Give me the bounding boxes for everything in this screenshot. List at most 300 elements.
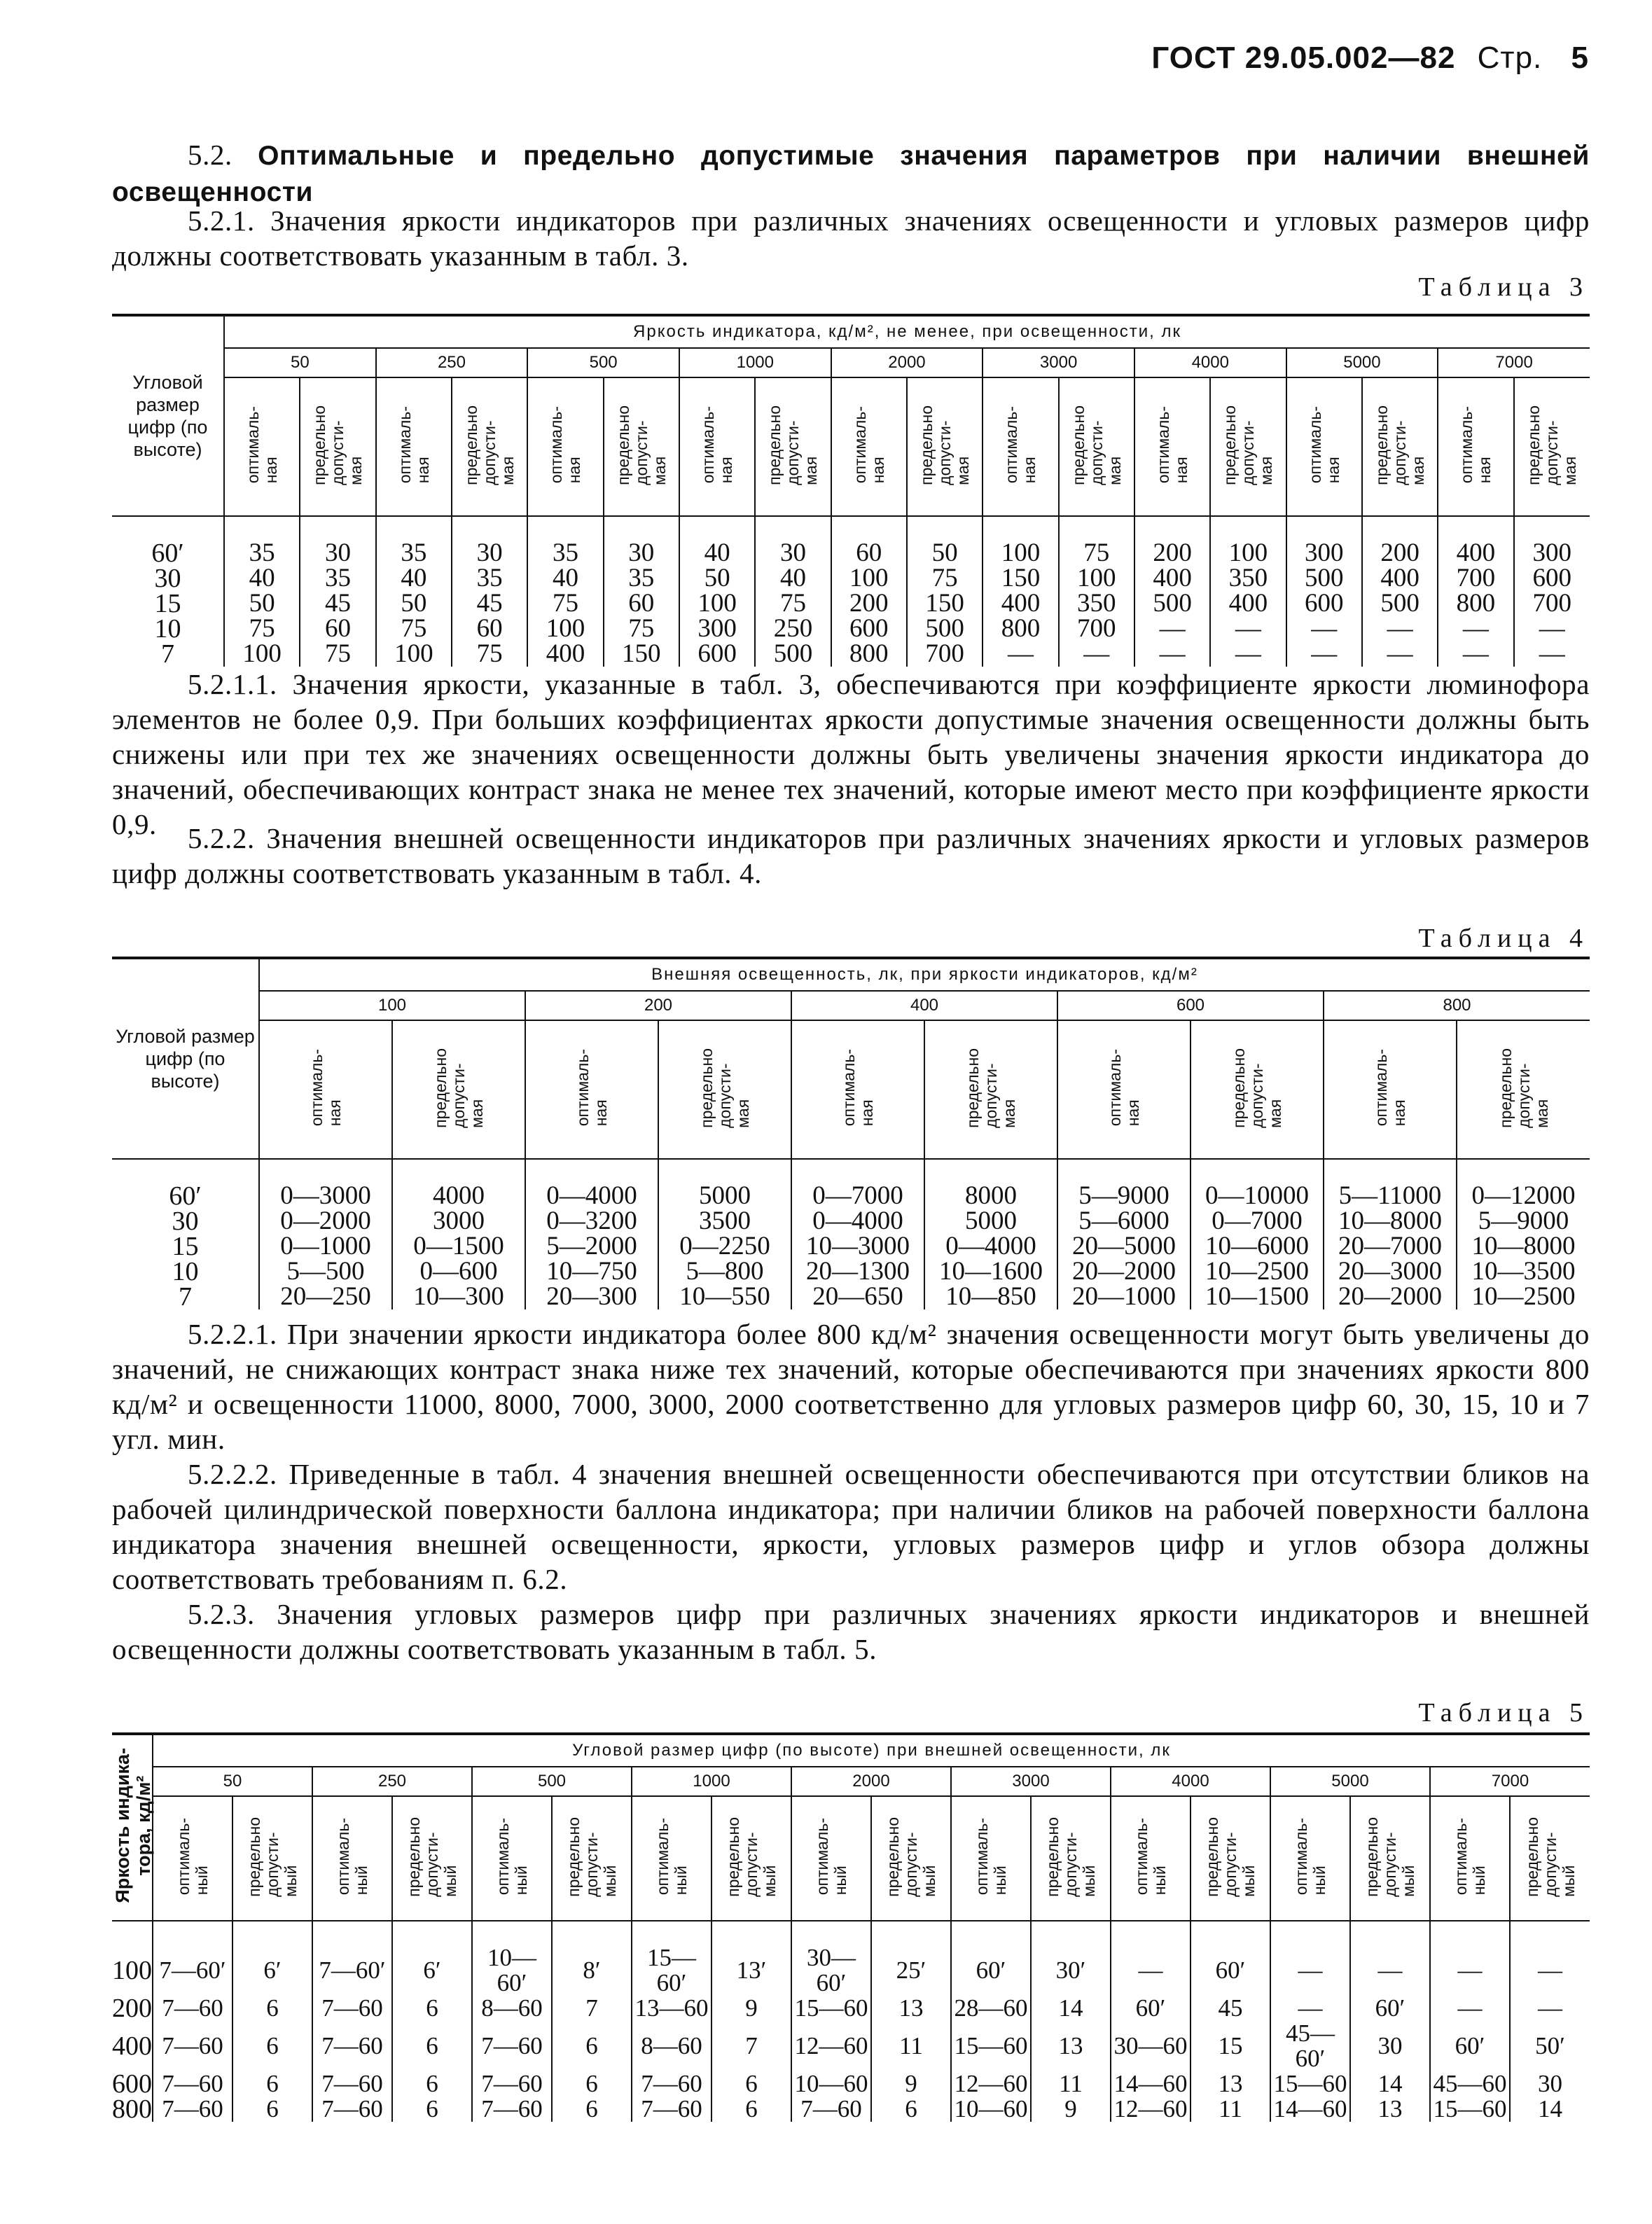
t5-limit-header [1510,1796,1590,1921]
t4-cell: 0—12000 [1457,1183,1590,1209]
t5-optimal-header [153,1796,232,1921]
t3-cell: — [1438,641,1513,667]
t5-cell: 7—60 [791,2097,871,2122]
spacer-cell [1270,1921,1350,1945]
t3-cell: — [1134,641,1210,667]
t5-group-label: 3000 [951,1767,1111,1796]
t3-cell: 75 [300,641,375,667]
t5-cell: 8—60 [632,2021,712,2071]
t4-cell: 5—6000 [1057,1209,1191,1234]
t4-cell: 0—4000 [791,1209,924,1234]
paragraph-5-2-1: 5.2.1. Значения яркости индикаторов при различных значениях освещенности и угловых размеров цифр должны соответствовать указанным в табл. 3. [112,204,1590,272]
t3-cell: — [1286,616,1362,641]
table-row [112,591,1590,616]
t3-cell: — [1134,616,1210,641]
t5-subheader-text: предельно допусти- мый [1043,1816,1098,1897]
t5-cell: 60′ [951,1945,1031,1996]
t3-subheader-text: предельно допусти- мая [310,405,366,485]
t5-cell: 6 [871,2097,951,2122]
t3-cell: — [1286,641,1362,667]
t5-cell: 9 [871,2071,951,2097]
t4-row-label: 10 [112,1259,259,1284]
table-5-caption: Таблица 5 [1418,1698,1589,1728]
t5-subheader-text: оптималь- ный [334,1818,370,1896]
t4-subheader-text: предельно допусти- мая [1230,1048,1284,1128]
t3-cell: — [1210,616,1286,641]
t4-cell: 0—2000 [280,1207,371,1235]
table-4-row-header: Угловой размер цифр (по высоте) [112,958,259,1159]
t4-cell: 10—300 [392,1284,525,1309]
spacer-cell [791,1921,871,1945]
table-row [112,1183,1590,1209]
page-label: Стр. [1477,41,1543,75]
t4-cell: 0—7000 [791,1183,924,1209]
spacer-cell [312,1921,392,1945]
t5-cell: — [1510,1945,1590,1996]
t3-cell: 600 [831,616,907,641]
t5-group-label: 500 [472,1767,632,1796]
t4-cell: 0—1000 [280,1232,371,1260]
t3-group-label: 4000 [1134,348,1286,377]
t3-cell: 75 [1059,541,1134,566]
table-row [112,1209,1590,1234]
t5-cell: 12—60 [951,2071,1031,2097]
t5-group-label: 5000 [1270,1767,1430,1796]
t3-cell: 100 [527,616,603,641]
table-row [112,2021,1590,2071]
t5-subheader-text: предельно допусти- мый [245,1816,300,1897]
spacer-cell [1362,516,1438,541]
t3-cell: 50 [907,541,983,566]
t5-cell: 7—60 [312,2021,392,2071]
table-4-group-header: Внешняя освещенность, лк, при яркости индикаторов, кд/м² [259,958,1590,991]
t3-group-label: 1000 [679,348,831,377]
t5-cell: 14 [1031,1996,1111,2021]
t5-cell: 6 [392,2071,472,2097]
t4-cell: 0—4000 [525,1183,658,1209]
t3-group-label: 250 [376,348,528,377]
paragraph-5-2-2: 5.2.2. Значения внешней освещенности индикаторов при различных значениях яркости и угловых размеров цифр должны соответствовать указанным в табл. 4. [112,822,1590,889]
t5-subheader-text: оптималь- ный [973,1818,1009,1896]
t4-limit-header [1191,1020,1324,1159]
t3-cell: 100 [679,591,755,616]
t5-cell: 9 [712,1996,791,2021]
t3-cell: 400 [1438,541,1513,566]
t3-cell: 400 [1362,566,1438,591]
t5-cell: 8—60 [472,1996,552,2021]
table-3-group-header: Яркость индикатора, кд/м², не менее, при освещенности, лк [224,315,1590,348]
t5-cell: 7—60′ [159,1957,226,1984]
t3-cell: 75 [907,566,983,591]
t4-subheader-text: оптималь- ная [574,1049,610,1127]
t3-cell: 500 [907,616,983,641]
spacer-cell [632,1921,712,1945]
t5-cell: 30—60′ [791,1945,871,1996]
spacer-cell [112,516,224,541]
spacer-cell [791,1159,924,1183]
t5-cell: 10—60 [951,2097,1031,2122]
t3-cell: 30 [452,541,527,566]
t3-subheader-text: предельно допусти- мая [1525,405,1580,485]
t5-cell: 7—60 [162,2070,223,2097]
t3-optimal-header [224,377,300,516]
t5-limit-header [1031,1796,1111,1921]
t3-group-label: 50 [224,348,376,377]
spacer-cell [1324,1159,1457,1183]
t5-cell: 15—60 [1430,2097,1510,2122]
t5-subheader-text: оптималь- ный [653,1818,690,1896]
t3-cell: — [983,641,1058,667]
t4-cell: 20—5000 [1057,1234,1191,1259]
spacer-cell [1510,1921,1590,1945]
spacer-cell [1430,1921,1510,1945]
t5-cell: 30 [1350,2021,1430,2071]
t3-cell: 300 [679,616,755,641]
t5-cell: 30 [1510,2071,1590,2097]
spacer-cell [604,516,679,541]
t3-limit-header [300,377,375,516]
t4-limit-header [924,1020,1057,1159]
t5-cell: 9 [1031,2097,1111,2122]
t5-cell: 60′ [1111,1996,1191,2021]
t3-group-label: 2000 [831,348,983,377]
spacer-cell [1031,1921,1111,1945]
t3-cell: 350 [1059,591,1134,616]
t4-cell: 10—750 [525,1259,658,1284]
t4-cell: 3000 [392,1209,525,1234]
t4-group-label: 600 [1057,991,1324,1020]
t4-optimal-header [525,1020,658,1159]
t5-row-label: 400 [112,2021,153,2071]
spacer-cell [112,1921,153,1945]
t3-row-label: 60′ [112,541,224,566]
t4-subheader-text: оптималь- ная [307,1049,344,1127]
t3-cell: 500 [1286,566,1362,591]
t3-cell: 35 [452,566,527,591]
paragraph-5-2-3: 5.2.3. Значения угловых размеров цифр при различных значениях яркости индикаторов и внешней освещенности должны соответствовать указанным в табл. 5. [112,1598,1590,1665]
t3-subheader-text: оптималь- ная [699,406,736,484]
t3-limit-header [1514,377,1590,516]
spacer-cell [1210,516,1286,541]
t3-group-label: 7000 [1438,348,1590,377]
table-row [112,1945,1590,1996]
section-heading [112,137,1590,210]
t3-cell: 30 [300,541,375,566]
t5-subheader-text: предельно допусти- мый [1363,1816,1417,1897]
t4-cell: 10—850 [924,1284,1057,1309]
t5-cell: 7—60 [162,1994,223,2022]
t4-row-label: 60′ [112,1183,259,1209]
t3-cell: — [1514,616,1590,641]
t5-subheader-text: предельно допусти- мый [405,1816,459,1897]
t3-row-label: 30 [112,566,224,591]
t3-cell: 50 [376,591,452,616]
spacer-cell [376,516,452,541]
t5-cell: 7—60 [312,1996,392,2021]
t5-cell: 60′ [1350,1996,1430,2021]
t3-cell: 35 [527,541,603,566]
t4-cell: 0—4000 [924,1234,1057,1259]
t5-cell: 13 [871,1996,951,2021]
t3-row-label: 15 [112,591,224,616]
t3-optimal-header [527,377,603,516]
spacer-cell [924,1159,1057,1183]
t5-limit-header [232,1796,312,1921]
t3-subheader-text: оптималь- ная [1154,406,1191,484]
t5-cell: 25′ [871,1945,951,1996]
t5-subheader-text: предельно допусти- мый [884,1816,938,1897]
spacer-cell [1191,1921,1270,1945]
spacer-cell [1457,1159,1590,1183]
t3-limit-header [1059,377,1134,516]
spacer-cell [1134,516,1210,541]
t3-cell: 700 [1514,591,1590,616]
spacer-cell [755,516,831,541]
t3-cell: 400 [1134,566,1210,591]
spacer-row [112,1159,1590,1183]
spacer-cell [232,1921,312,1945]
t3-cell: — [1514,641,1590,667]
spacer-cell [392,1159,525,1183]
t5-group-label: 4000 [1111,1767,1270,1796]
t5-cell: 45—60 [1430,2071,1510,2097]
t3-cell: 700 [907,641,983,667]
t3-cell: 75 [604,616,679,641]
section-number: 5.2. [188,139,232,171]
t5-cell: 15—60 [1270,2071,1350,2097]
t4-cell: 10—2500 [1191,1259,1324,1284]
spacer-cell [1057,1159,1191,1183]
t5-cell: 7—60 [162,2095,223,2122]
t5-cell: 6 [232,2097,312,2122]
t5-cell: 11 [1031,2071,1111,2097]
t5-cell: — [1111,1945,1191,1996]
t4-cell: 5—9000 [1057,1183,1191,1209]
t3-cell: 100 [1210,541,1286,566]
t3-subheader-text: предельно допусти- мая [765,405,821,485]
t5-cell: 6′ [232,1945,312,1996]
t4-cell: 20—7000 [1324,1234,1457,1259]
t3-row-label: 7 [112,641,224,667]
t4-cell: 10—6000 [1191,1234,1324,1259]
t4-optimal-header [791,1020,924,1159]
t5-subheader-text: оптималь- ный [1452,1818,1488,1896]
t3-cell: 800 [983,616,1058,641]
t4-cell: 10—550 [658,1284,791,1309]
t3-cell: 400 [527,641,603,667]
t3-cell: 60 [604,591,679,616]
spacer-cell [712,1921,791,1945]
t5-cell: 10—60 [791,2071,871,2097]
t3-limit-header [907,377,983,516]
spacer-cell [658,1159,791,1183]
section-title: Оптимальные и предельно допустимые значения параметров при наличии внешней освещенности [112,141,1590,207]
t5-limit-header [712,1796,791,1921]
t5-cell: 6 [392,2021,472,2071]
standard-number: ГОСТ 29.05.002—82 [1151,41,1456,75]
t5-limit-header [871,1796,951,1921]
t4-cell: 0—7000 [1191,1209,1324,1234]
t3-cell: 45 [300,591,375,616]
spacer-cell [259,1159,392,1183]
spacer-cell [831,516,907,541]
t5-cell: 6 [712,2071,791,2097]
t5-cell: 7—60 [632,2071,712,2097]
paragraph-5-2-2-1: 5.2.2.1. При значении яркости индикатора более 800 кд/м² значения освещенности могут быть увеличены до значений, не снижающих контраст знака ниже тех значений, которые обеспечиваются при значениях яркости 800 кд/м² и освещенности 11000, 8000, 7000, 3000, 2000 соответственно для угловых размеров цифр 60, 30, 15, 10 и 7 угл. мин. [112,1318,1590,1455]
t3-optimal-header [1286,377,1362,516]
t5-subheader-text: предельно допусти- мый [564,1816,619,1897]
t5-cell: 13 [1191,2071,1270,2097]
t5-group-label: 250 [312,1767,472,1796]
t4-cell: 5—11000 [1324,1183,1457,1209]
t5-group-label: 50 [153,1767,312,1796]
t3-subheader-text: оптималь- ная [1305,406,1342,484]
t5-cell: — [1430,1996,1510,2021]
t5-cell: 6 [552,2097,632,2122]
t5-cell: 7—60 [162,2032,223,2059]
t5-cell: 60′ [1430,2021,1510,2071]
t3-cell: — [1059,641,1134,667]
t4-subheader-text: предельно допусти- мая [697,1048,752,1128]
t3-subheader-text: оптималь- ная [547,406,584,484]
spacer-cell [983,516,1058,541]
t5-optimal-header [472,1796,552,1921]
t3-limit-header [604,377,679,516]
t4-group-label: 800 [1324,991,1590,1020]
t5-cell: 6 [712,2097,791,2122]
t5-subheader-text: оптималь- ный [494,1818,530,1896]
t5-cell: 15—60′ [632,1945,712,1996]
t4-cell: 0—3200 [525,1209,658,1234]
t3-cell: 600 [1514,566,1590,591]
t4-cell: 0—10000 [1191,1183,1324,1209]
t4-subheader-text: предельно допусти- мая [431,1048,486,1128]
table-3-row-header: Угловой размер цифр (по высоте) [112,315,224,516]
t4-optimal-header [1057,1020,1191,1159]
t4-subheader-text: предельно допусти- мая [964,1048,1018,1128]
spacer-cell [552,1921,632,1945]
t4-subheader-text: предельно допусти- мая [1496,1048,1551,1128]
t3-subheader-text: оптималь- ная [1457,406,1494,484]
t3-limit-header [1362,377,1438,516]
t5-cell: 7—60 [472,2021,552,2071]
t5-cell: 60′ [1191,1945,1270,1996]
t5-cell: 45 [1191,1996,1270,2021]
page-header [1151,41,1589,76]
t3-optimal-header [983,377,1058,516]
t3-cell: 400 [1210,591,1286,616]
t5-limit-header [1350,1796,1430,1921]
t5-cell: 15 [1191,2021,1270,2071]
table-row [112,1996,1590,2021]
t4-group-label: 100 [259,991,525,1020]
t3-cell: 75 [527,591,603,616]
t5-cell: 15—60 [791,1996,871,2021]
t5-limit-header [1191,1796,1270,1921]
t5-row-label: 200 [112,1994,152,2023]
t5-subheader-text: предельно допусти- мый [1203,1816,1258,1897]
t3-cell: 700 [1059,616,1134,641]
t5-cell: 13 [1031,2021,1111,2071]
t3-optimal-header [831,377,907,516]
t5-optimal-header [632,1796,712,1921]
t5-cell: 6 [552,2071,632,2097]
t3-cell: — [1438,616,1513,641]
t4-cell: 10—3500 [1457,1259,1590,1284]
t3-cell: 60 [452,616,527,641]
t3-group-label: 3000 [983,348,1134,377]
table-4-caption: Таблица 4 [1418,924,1589,953]
table-5-row-header-text: Яркость индика- тора, кд/м² [112,1747,154,1903]
t5-cell: 14 [1510,2097,1590,2122]
t4-limit-header [1457,1020,1590,1159]
t4-cell: 10—8000 [1457,1234,1590,1259]
t5-cell: — [1270,1996,1350,2021]
spacer-cell [871,1921,951,1945]
t3-cell: 600 [679,641,755,667]
t5-cell: 30—60 [1111,2021,1191,2071]
t4-cell: 20—650 [791,1284,924,1309]
t3-cell: 45 [452,591,527,616]
t3-cell: 60 [831,541,907,566]
t5-cell: 30′ [1031,1945,1111,1996]
t5-row-label: 600 [112,2069,152,2099]
t5-cell: 13—60 [632,1996,712,2021]
t5-cell: — [1430,1945,1510,1996]
t4-cell: 4000 [392,1183,525,1209]
t5-cell: 13 [1350,2097,1430,2122]
t5-cell: 15—60 [951,2021,1031,2071]
t3-cell: 600 [1286,591,1362,616]
t4-optimal-header [1324,1020,1457,1159]
t5-cell: 50′ [1510,2021,1590,2071]
t3-optimal-header [1438,377,1513,516]
table-row [112,541,1590,566]
t5-group-label: 2000 [791,1767,951,1796]
t5-cell: 6 [232,1996,312,2021]
t3-cell: 30 [755,541,831,566]
t5-cell: 6′ [392,1945,472,1996]
t4-subheader-text: оптималь- ная [1106,1049,1142,1127]
t5-optimal-header [1111,1796,1191,1921]
spacer-cell [392,1921,472,1945]
t5-subheader-text: предельно допусти- мый [724,1816,779,1897]
t5-row-label: 100 [112,1945,153,1996]
t4-limit-header [658,1020,791,1159]
t3-cell: 100 [983,541,1058,566]
t3-subheader-text: предельно допусти- мая [1373,405,1428,485]
t5-cell: 7 [552,1996,632,2021]
t3-cell: 800 [831,641,907,667]
t5-subheader-text: предельно допусти- мый [1522,1816,1578,1897]
t4-cell: 10—1500 [1191,1284,1324,1309]
t4-group-label: 200 [525,991,791,1020]
t3-cell: 400 [983,591,1058,616]
t3-cell: 60 [300,616,375,641]
t3-cell: 40 [249,564,275,592]
t3-subheader-text: предельно допусти- мая [462,405,518,485]
t3-subheader-text: оптималь- ная [244,406,281,484]
t5-cell: 12—60 [1111,2097,1191,2122]
t3-cell: 35 [300,566,375,591]
table-row [112,1234,1590,1259]
t5-cell: — [1350,1945,1430,1996]
t5-cell: 14 [1350,2071,1430,2097]
t3-cell: 800 [1438,591,1513,616]
t3-cell: 50 [249,589,275,618]
t4-cell: 10—2500 [1457,1284,1590,1309]
table-3 [112,314,1590,667]
